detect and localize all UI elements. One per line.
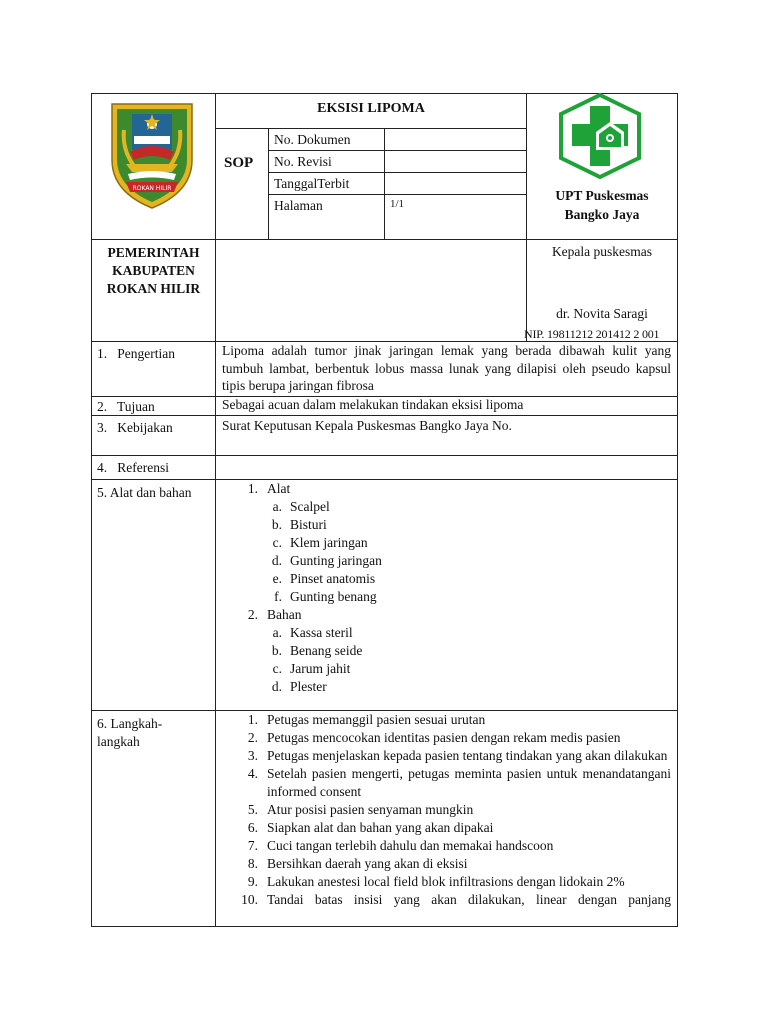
step-item	[240, 873, 671, 891]
government-name: PEMERINTAH KABUPATEN ROKAN HILIR	[106, 245, 201, 296]
step-text: Petugas mencocokan identitas pasien dengan rekam medis pasien	[267, 730, 621, 745]
step-item	[240, 765, 671, 801]
field-value-halaman: 1/1	[390, 198, 405, 210]
step-text: Setelah pasien mengerti, petugas meminta pasien untuk menandatangani informed consent	[267, 766, 671, 799]
list-item	[240, 678, 670, 696]
step-text: Siapkan alat dan bahan yang akan dipakai	[267, 820, 494, 835]
field-label-no-dokumen: No. Dokumen	[274, 132, 351, 147]
sop-label: SOP	[224, 155, 254, 171]
steps-list	[240, 711, 671, 909]
signatory-nip: NIP. 19811212 201412 2 001	[524, 327, 660, 341]
step-number: 9.	[247, 874, 258, 889]
list-item-letter: d.	[271, 679, 282, 694]
list-item-text: Jarum jahit	[290, 661, 351, 676]
step-number: 5.	[247, 802, 258, 817]
step-number: 10.	[241, 892, 258, 907]
field-label-tanggal-terbit: TanggalTerbit	[274, 176, 350, 191]
step-text: Lakukan anestesi local field blok infiltrasions dengan lidokain 2%	[267, 874, 625, 889]
step-number: 7.	[247, 838, 258, 853]
list-item-text: Gunting benang	[290, 589, 377, 604]
list-item-letter: b.	[271, 517, 282, 532]
list-item	[240, 624, 670, 642]
puskesmas-cross-logo	[552, 92, 648, 180]
step-item	[240, 801, 671, 819]
step-number: 1.	[247, 712, 258, 727]
list-item: 2. Bahan	[247, 607, 302, 622]
step-text: Cuci tangan terlebih dahulu dan memakai handscoon	[267, 838, 554, 853]
signatory-role: Kepala puskesmas	[551, 244, 653, 259]
label-kebijakan: 3. Kebijakan	[97, 420, 173, 435]
rokan-hilir-crest	[104, 100, 200, 212]
list-item-text: Gunting jaringan	[290, 553, 382, 568]
list-item	[240, 552, 670, 570]
list-item	[240, 642, 670, 660]
step-number: 2.	[247, 730, 258, 745]
list-item	[240, 588, 670, 606]
step-number: 3.	[247, 748, 258, 763]
alat-items	[240, 498, 670, 606]
list-item-text: Kassa steril	[290, 625, 353, 640]
step-number: 6.	[247, 820, 258, 835]
list-item-letter: a.	[272, 499, 282, 514]
list-item-letter: c.	[272, 535, 282, 550]
signatory-name: dr. Novita Saragi	[556, 306, 648, 321]
step-item	[240, 837, 671, 855]
step-text: Petugas menjelaskan kepada pasien tentang tindakan yang akan dilakukan	[267, 748, 668, 763]
list-item-letter: e.	[272, 571, 282, 586]
step-item	[240, 747, 671, 765]
document-title: EKSISI LIPOMA	[317, 101, 425, 116]
list-item-text: Bisturi	[290, 517, 327, 532]
step-text: Petugas memanggil pasien sesuai urutan	[267, 712, 486, 727]
label-langkah: 6. Langkah- langkah	[97, 716, 163, 749]
list-item: 1. Alat	[247, 481, 291, 496]
list-item-text: Klem jaringan	[290, 535, 368, 550]
list-item-text: Scalpel	[290, 499, 330, 514]
step-number: 8.	[247, 856, 258, 871]
label-tujuan: 2. Tujuan	[97, 399, 155, 414]
text-tujuan: Sebagai acuan dalam melakukan tindakan eksisi lipoma	[222, 397, 524, 412]
text-kebijakan: Surat Keputusan Kepala Puskesmas Bangko Jaya No.	[222, 418, 512, 433]
label-referensi: 4. Referensi	[97, 460, 169, 475]
bahan-items	[240, 624, 670, 696]
org-name: UPT Puskesmas Bangko Jaya	[555, 188, 649, 222]
text-pengertian: Lipoma adalah tumor jinak jaringan lemak yang berada dibawah kulit yang tumbuh lambat, berbentuk lobus massa lunak yang dilapisi oleh pseudo kapsul tipis berupa jaringan fibrosa	[222, 343, 671, 393]
label-pengertian: 1. Pengertian	[97, 346, 175, 361]
list-item-letter: f.	[274, 589, 282, 604]
step-item	[240, 729, 671, 747]
step-text: Tandai batas insisi yang akan dilakukan, linear dengan panjang	[267, 892, 671, 907]
step-item	[240, 891, 671, 909]
list-item	[240, 534, 670, 552]
list-item	[240, 660, 670, 678]
field-label-halaman: Halaman	[274, 198, 323, 213]
alat-bahan-list	[240, 480, 670, 696]
list-item-text: Plester	[290, 679, 327, 694]
field-label-no-revisi: No. Revisi	[274, 154, 332, 169]
list-item-letter: c.	[272, 661, 282, 676]
step-text: Bersihkan daerah yang akan di eksisi	[267, 856, 468, 871]
step-item	[240, 711, 671, 729]
list-item-letter: d.	[271, 553, 282, 568]
step-text: Atur posisi pasien senyaman mungkin	[267, 802, 474, 817]
list-item	[240, 516, 670, 534]
list-item	[240, 498, 670, 516]
step-item	[240, 855, 671, 873]
list-item-text: Pinset anatomis	[290, 571, 376, 586]
list-item-letter: a.	[272, 625, 282, 640]
list-item-text: Benang seide	[290, 643, 363, 658]
list-item-letter: b.	[271, 643, 282, 658]
label-alat-bahan: 5. Alat dan bahan	[97, 485, 192, 500]
step-item	[240, 819, 671, 837]
step-number: 4.	[247, 766, 258, 781]
crest-label: ROKAN HILIR	[132, 185, 172, 192]
list-item	[240, 570, 670, 588]
